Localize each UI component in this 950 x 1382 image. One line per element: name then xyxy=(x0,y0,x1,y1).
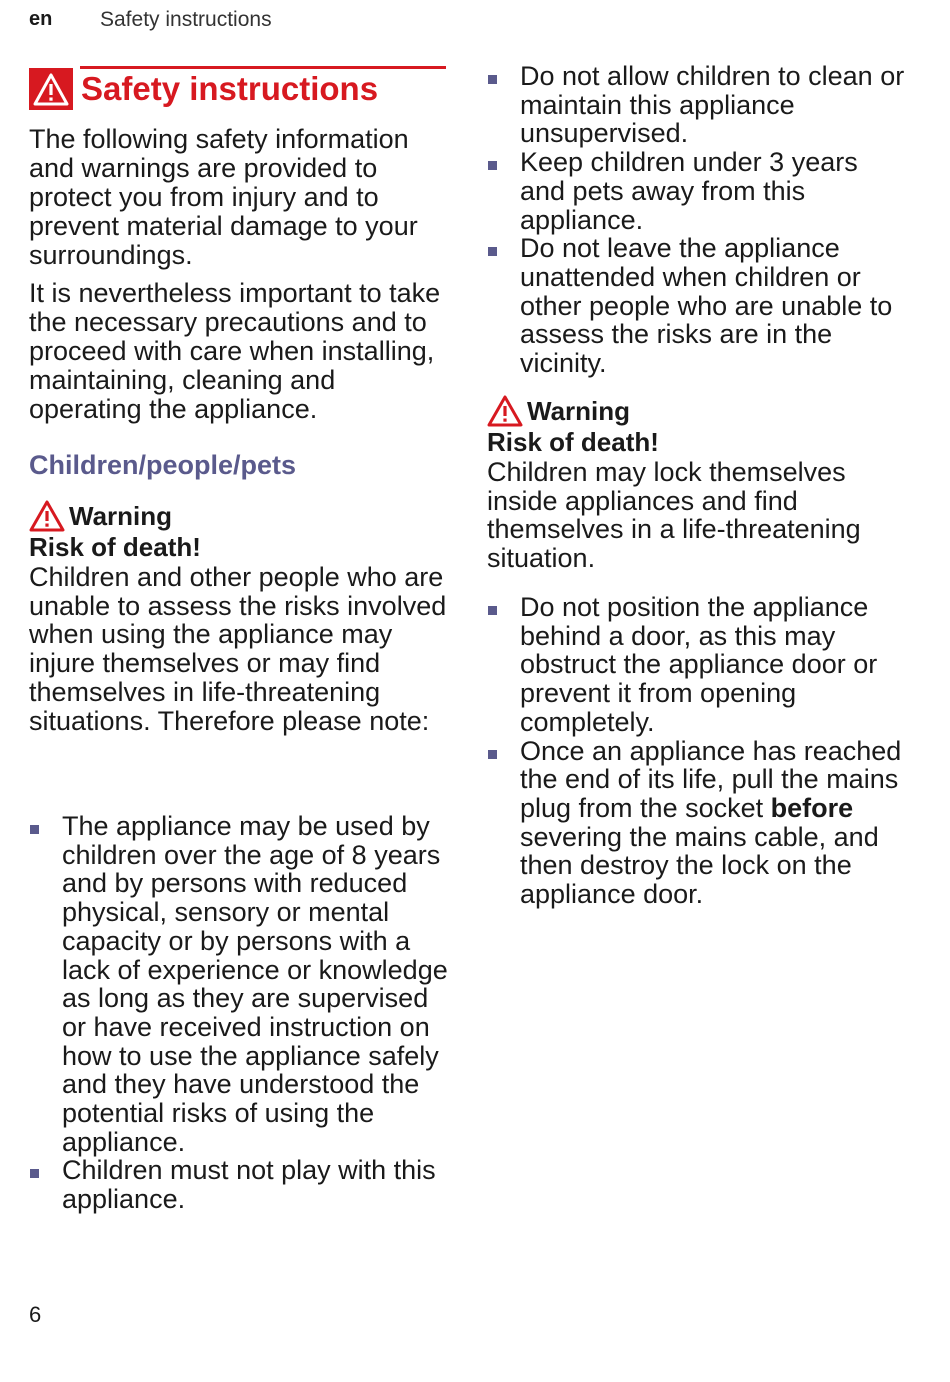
subsection-heading: Children/people/pets xyxy=(29,450,297,480)
list-item: Do not allow children to clean or maintain this appliance unsupervised. xyxy=(487,62,907,148)
risk-heading: Risk of death! xyxy=(29,532,201,562)
warning-triangle-icon xyxy=(487,395,523,427)
warning-block-2 xyxy=(487,395,907,573)
list-item: Once an appliance has reached the end of its life, pull the mains plug from the socket before severing the mains cable, and then destroy the lock on the appliance door. xyxy=(487,737,907,909)
right-bullet-list xyxy=(487,62,907,378)
warning-label-row xyxy=(29,500,449,532)
warning-label: Warning xyxy=(69,501,173,531)
language-code: en xyxy=(29,8,53,30)
warning-text: Children and other people who are unable to assess the risks involved when using the appliance may injure themselves or may find themselves in life-threatening situations. Therefore please note: xyxy=(29,562,447,736)
bullet-square-icon xyxy=(488,75,497,84)
page-title: Safety instructions xyxy=(81,70,379,107)
intro-paragraph-2: It is nevertheless important to take the necessary precautions and to proceed with care when installing, maintaining, cleaning and operating the appliance. xyxy=(29,278,441,424)
section-title-row xyxy=(29,68,378,110)
list-item: Do not leave the appliance unattended when children or other people who are unable to assess the risks are in the vicinity. xyxy=(487,234,907,378)
bullet-square-icon xyxy=(488,247,497,256)
warning-block-1 xyxy=(29,500,449,735)
list-item: The appliance may be used by children over the age of 8 years and by persons with reduced physical, sensory or mental capacity or by persons with a lack of experience or knowledge as long as they are supervised or have received instruction on how to use the appliance safely and they have understood the potential risks of using the appliance. xyxy=(29,812,449,1156)
intro-paragraph-1: The following safety information and warnings are provided to protect you from injury and to prevent material damage to your surroundings. xyxy=(29,124,418,270)
risk-heading: Risk of death! xyxy=(487,427,659,457)
page-number: 6 xyxy=(29,1302,42,1327)
bullet-square-icon xyxy=(30,825,39,834)
list-item: Children must not play with this appliance. xyxy=(29,1156,449,1213)
warning-triangle-icon xyxy=(29,500,65,532)
running-header: Safety instructions xyxy=(100,8,272,31)
warning-label-row xyxy=(487,395,907,427)
bullet-square-icon xyxy=(488,750,497,759)
emphasis-before: before xyxy=(770,792,854,823)
bullet-square-icon xyxy=(488,161,497,170)
list-item: Keep children under 3 years and pets away from this appliance. xyxy=(487,148,907,234)
list-item: Do not position the appliance behind a door, as this may obstruct the appliance door or prevent it from opening completely. xyxy=(487,593,907,737)
left-bullet-list xyxy=(29,812,449,1214)
right-bullet-list-2 xyxy=(487,593,907,909)
bullet-square-icon xyxy=(30,1169,39,1178)
warning-triangle-icon xyxy=(29,68,73,110)
bullet-square-icon xyxy=(488,606,497,615)
warning-text: Children may lock themselves inside appliances and find themselves in a life-threatening situation. xyxy=(487,457,861,574)
warning-label: Warning xyxy=(527,396,631,426)
